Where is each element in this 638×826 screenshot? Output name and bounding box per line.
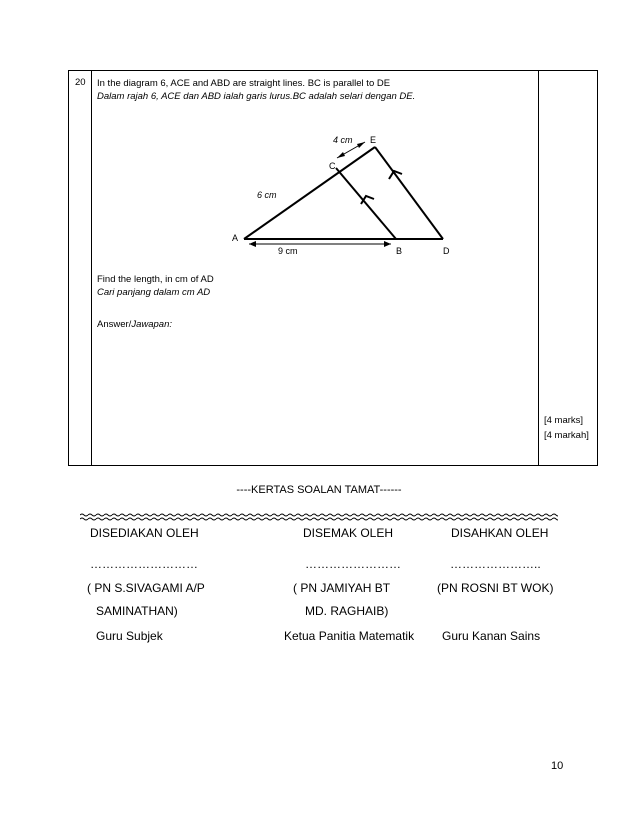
marks-ms: [4 markah] (544, 430, 589, 441)
wavy-divider (80, 512, 558, 522)
signature-dots: ………………….. (450, 557, 541, 571)
preparer-role: Guru Subjek (96, 629, 163, 643)
marks-en: [4 marks] (544, 415, 584, 426)
preparer-name: ( PN S.SIVAGAMI A/P (87, 581, 205, 595)
signature-dots: …………………… (305, 557, 401, 571)
preparer-name-cont: SAMINATHAN) (96, 604, 178, 618)
checker-name: ( PN JAMIYAH BT (293, 581, 391, 595)
question-table (68, 70, 598, 466)
arrowhead (337, 152, 345, 158)
line-bc (336, 168, 396, 239)
arrowhead (357, 142, 365, 148)
find-text-en: Find the length, in cm of AD (97, 274, 214, 285)
page-number: 10 (551, 760, 564, 772)
approver-name: (PN ROSNI BT WOK) (437, 581, 554, 595)
checker-role: Ketua Panitia Matematik (284, 629, 415, 643)
answer-label (97, 319, 172, 330)
checked-by-heading: DISEMAK OLEH (303, 526, 394, 540)
prepared-by-heading: DISEDIAKAN OLEH (90, 526, 199, 540)
answer-label-ms: Jawapan: (131, 319, 172, 330)
approver-role: Guru Kanan Sains (442, 629, 541, 643)
find-text-ms: Cari panjang dalam cm AD (97, 287, 211, 298)
column-divider (538, 71, 539, 465)
label-ce-length: 4 cm (333, 135, 353, 145)
label-b: B (396, 246, 403, 256)
label-ab-length: 9 cm (278, 246, 298, 256)
label-ac-length: 6 cm (257, 190, 277, 200)
approved-by-heading: DISAHKAN OLEH (451, 526, 549, 540)
label-d: D (443, 246, 450, 256)
question-text-en: In the diagram 6, ACE and ABD are straight lines. BC is parallel to DE (97, 78, 391, 89)
label-a: A (232, 233, 239, 243)
marks-box (544, 413, 589, 443)
checker-name-cont: MD. RAGHAIB) (305, 604, 389, 618)
label-c: C (329, 161, 336, 171)
question-text (97, 77, 415, 103)
answer-label-en: Answer/ (97, 319, 132, 330)
signature-dots: ……………………… (90, 557, 198, 571)
label-e: E (370, 135, 377, 145)
end-of-paper-text: ----KERTAS SOALAN TAMAT------ (236, 484, 402, 496)
find-text (97, 273, 214, 299)
arrowhead (249, 241, 256, 247)
question-number: 20 (75, 77, 86, 88)
column-divider (91, 71, 92, 465)
parallel-arrow-bc (361, 196, 374, 204)
triangle-diagram (229, 131, 529, 271)
question-text-ms: Dalam rajah 6, ACE dan ABD ialah garis lurus.BC adalah selari dengan DE. (97, 91, 416, 102)
arrowhead (384, 241, 391, 247)
